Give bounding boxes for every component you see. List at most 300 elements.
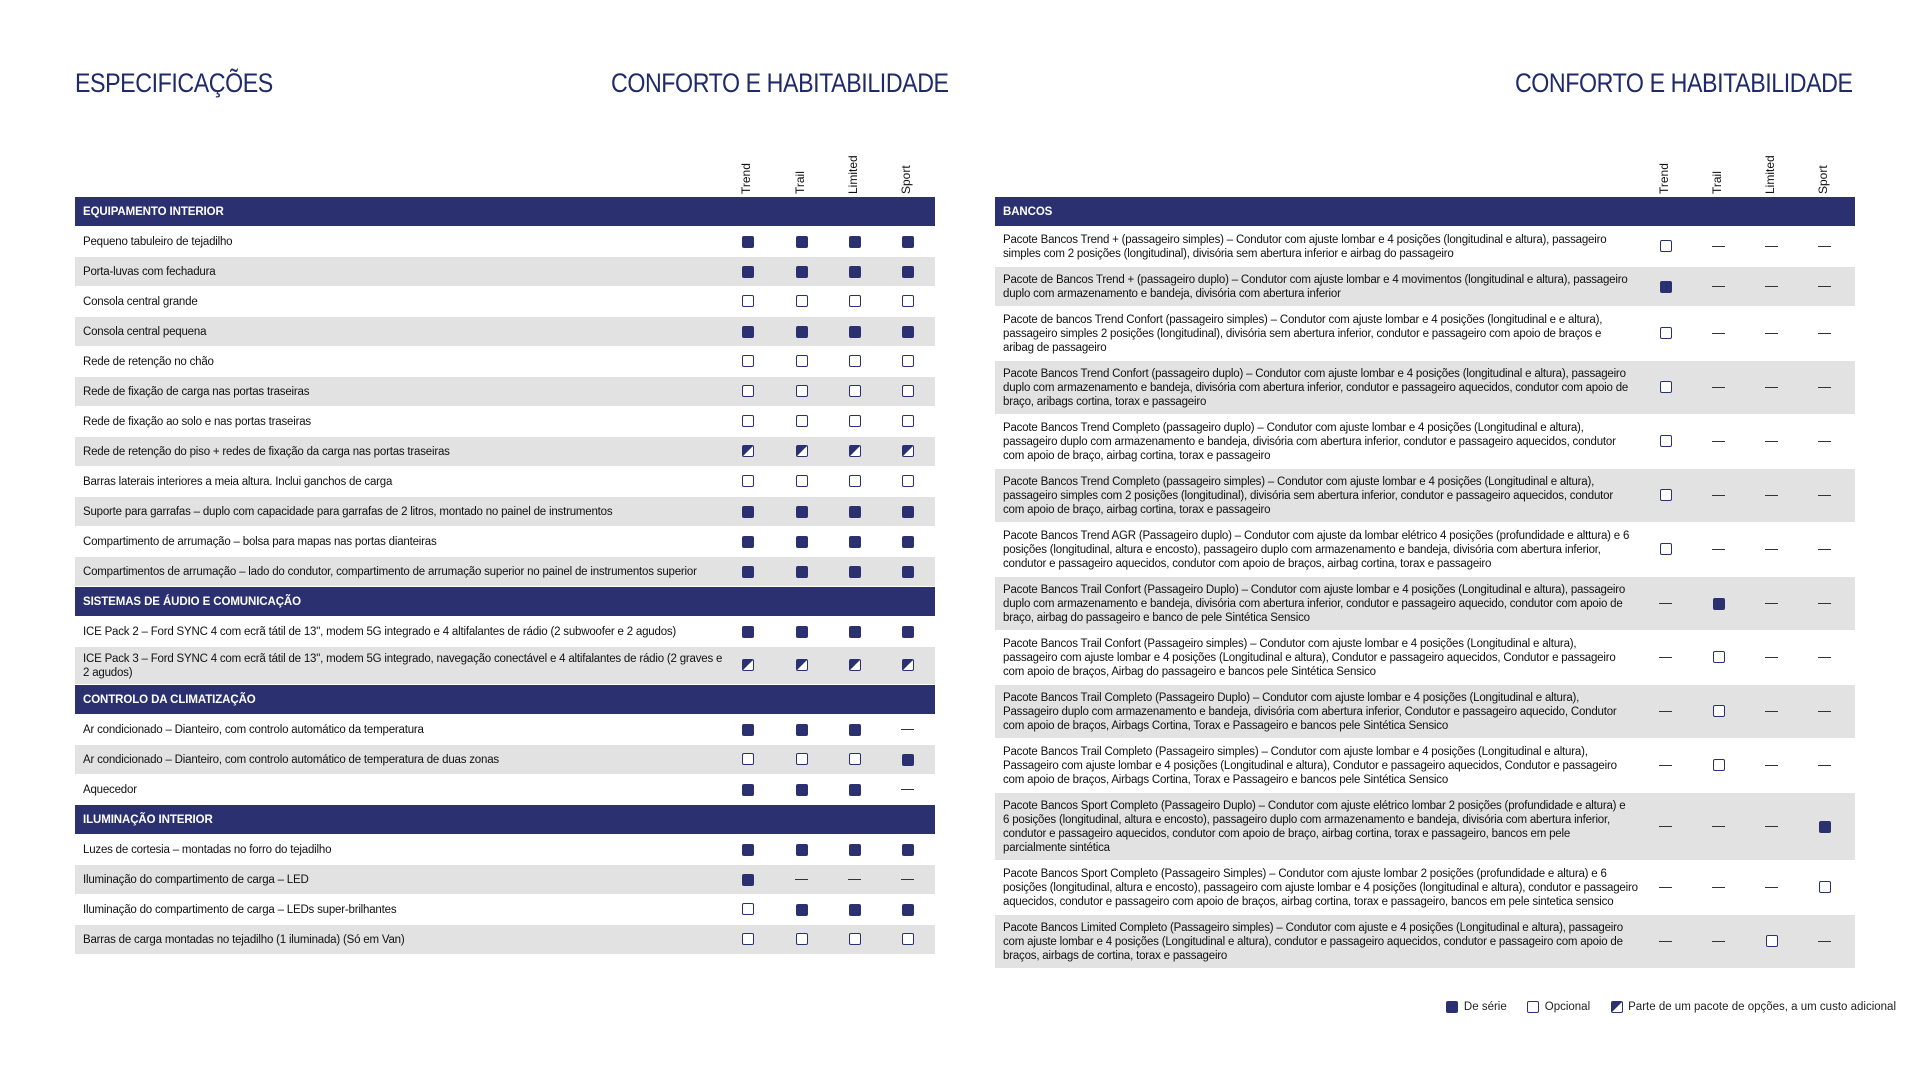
mark-full — [849, 566, 861, 578]
row-label-line: Pacote Bancos Trail Completo (Passageiro simples) – Condutor com ajuste lombar e 4 posições (Longitudinal e altura), — [1003, 745, 1588, 758]
availability-dash-icon — [1818, 489, 1832, 503]
availability-dash-icon — [1712, 935, 1726, 949]
mark-dash — [1818, 286, 1831, 288]
mark-dash — [848, 879, 861, 881]
table-row — [995, 415, 1855, 468]
availability-open-icon — [741, 295, 755, 309]
mark-full — [902, 566, 914, 578]
open-square-icon — [1527, 1001, 1539, 1013]
row-label: Aquecedor — [83, 783, 137, 796]
mark-dash — [1659, 657, 1672, 659]
mark-full — [796, 724, 808, 736]
availability-open-icon — [901, 295, 915, 309]
table-row — [75, 895, 935, 924]
availability-open-icon — [1818, 881, 1832, 895]
availability-full-icon — [848, 535, 862, 549]
availability-dash-icon — [1765, 820, 1779, 834]
mark-full — [849, 536, 861, 548]
mark-dash — [1712, 246, 1725, 248]
row-label-line: braços, airbags de cortina, torax e passageiro — [1003, 949, 1228, 962]
row-label: Iluminação do compartimento de carga – LED — [83, 873, 309, 886]
availability-pack-icon — [901, 445, 915, 459]
availability-open-icon — [1659, 435, 1673, 449]
mark-dash — [1765, 387, 1778, 389]
row-label-line: com apoio de braço, airbag cortina, torax e passageiro — [1003, 449, 1271, 462]
mark-full — [849, 626, 861, 638]
table-row — [75, 287, 935, 316]
row-label — [995, 367, 1628, 409]
availability-pack-icon — [901, 659, 915, 673]
row-label-line: passageiro simples 2 posições (longitudinal), divisória sem abertura inferior, condutor e passageiro com apoio de braços e — [1003, 327, 1602, 340]
table-row — [75, 775, 935, 804]
availability-full-icon — [741, 843, 755, 857]
row-label-line: Pacote Bancos Trend Confort (passageiro duplo) – Condutor com ajuste lombar e 4 posições (longitudinal e altura), passageiro — [1003, 367, 1626, 380]
mark-open — [1660, 489, 1672, 501]
availability-full-icon — [795, 903, 809, 917]
mark-dash — [1765, 603, 1778, 605]
mark-pack — [849, 659, 861, 671]
mark-dash — [1712, 887, 1725, 889]
availability-open-icon — [901, 933, 915, 947]
mark-full — [796, 506, 808, 518]
mark-full — [849, 844, 861, 856]
legend-optional — [1527, 1001, 1590, 1014]
availability-dash-icon — [901, 873, 915, 887]
mark-dash — [1818, 441, 1831, 443]
availability-full-icon — [848, 565, 862, 579]
availability-open-icon — [848, 933, 862, 947]
mark-full — [796, 784, 808, 796]
table-row — [995, 739, 1855, 792]
column-headers — [995, 150, 1855, 194]
mark-full — [902, 844, 914, 856]
availability-pack-icon — [741, 659, 755, 673]
section-title: BANCOS — [1003, 205, 1053, 218]
availability-full-icon — [795, 723, 809, 737]
row-label: Rede de fixação de carga nas portas traseiras — [83, 385, 310, 398]
mark-dash — [795, 879, 808, 881]
row-label — [995, 867, 1638, 909]
row-label: Rede de retenção do piso + redes de fixação da carga nas portas traseiras — [83, 445, 450, 458]
table-row — [75, 227, 935, 256]
availability-open-icon — [795, 355, 809, 369]
row-label-line: Pacote Bancos Trend Completo (passageiro simples) – Condutor com ajuste lombar e 4 posições (Longitudinal e altura), — [1003, 475, 1595, 488]
mark-dash — [1712, 495, 1725, 497]
row-label — [995, 799, 1626, 855]
availability-dash-icon — [1818, 280, 1832, 294]
availability-open-icon — [901, 355, 915, 369]
mark-full — [849, 784, 861, 796]
availability-dash-icon — [1765, 280, 1779, 294]
mark-open — [849, 415, 861, 427]
mark-full — [742, 266, 754, 278]
mark-dash — [1659, 887, 1672, 889]
mark-dash — [1659, 603, 1672, 605]
mark-open — [1766, 935, 1778, 947]
row-label: Suporte para garrafas – duplo com capacidade para garrafas de 2 litros, montado no painel de instrumentos — [83, 505, 613, 518]
row-label-line: passageiro duplo com armazenamento e bandeja, divisória com abertura inferior, condutor e passageiro aquecidos, condutor — [1003, 435, 1616, 448]
availability-full-icon — [795, 265, 809, 279]
availability-dash-icon — [1818, 327, 1832, 341]
mark-open — [902, 475, 914, 487]
mark-dash — [1659, 941, 1672, 943]
page-title-left: ESPECIFICAÇÕES — [75, 68, 273, 98]
mark-full — [849, 236, 861, 248]
availability-open-icon — [848, 355, 862, 369]
table-row — [995, 523, 1855, 576]
mark-full — [796, 844, 808, 856]
mark-full — [902, 236, 914, 248]
mark-dash — [1818, 333, 1831, 335]
mark-full — [902, 754, 914, 766]
mark-open — [849, 295, 861, 307]
availability-full-icon — [795, 783, 809, 797]
row-label-line: duplo com armazenamento e bandeja, divisória com abertura inferior, condutor e passageiro aquecidos, condutor com apoio de — [1003, 381, 1629, 394]
mark-full — [849, 266, 861, 278]
availability-dash-icon — [795, 873, 809, 887]
row-label-line: Pacote Bancos Sport Completo (Passageiro Duplo) – Condutor com ajuste elétrico lombar 2 posições (profundidade e altura) e — [1003, 799, 1626, 812]
availability-full-icon — [901, 505, 915, 519]
mark-full — [1819, 821, 1831, 833]
availability-dash-icon — [1818, 759, 1832, 773]
row-label: Barras de carga montadas no tejadilho (1 iluminada) (Só em Van) — [83, 933, 405, 946]
column-header-label: Limited — [846, 155, 860, 194]
row-label — [995, 691, 1617, 733]
legend-pack — [1610, 1001, 1896, 1014]
legend-standard — [1445, 1000, 1507, 1014]
row-label-line: Passageiro com ajuste lombar e 4 posições (Longitudinal e altura), Condutor e passageiro aquecidos, Condutor e passageiro — [1003, 759, 1617, 772]
availability-open-icon — [1659, 543, 1673, 557]
table-row — [995, 469, 1855, 522]
availability-open-icon — [795, 385, 809, 399]
availability-dash-icon — [1765, 597, 1779, 611]
row-label-line: com apoio de braços, Airbags Cortina, Torax e Passageiro e bancos pele Sintética Sensico — [1003, 773, 1449, 786]
table-row — [75, 835, 935, 864]
availability-full-icon — [741, 325, 755, 339]
row-label-line: posições (longitudinal, altura e encosto), passageiro duplo com armazenamento e bandeja, divisória com abertura inferior, — [1003, 543, 1601, 556]
mark-dash — [1712, 387, 1725, 389]
row-label: Iluminação do compartimento de carga – LEDs super-brilhantes — [83, 903, 397, 916]
section-title-right: CONFORTO E HABITABILIDADE — [1515, 68, 1853, 98]
table-row — [75, 347, 935, 376]
mark-full — [742, 874, 754, 886]
availability-pack-icon — [848, 445, 862, 459]
mark-open — [742, 415, 754, 427]
mark-dash — [1818, 495, 1831, 497]
table-row — [995, 861, 1855, 914]
availability-dash-icon — [1712, 543, 1726, 557]
availability-open-icon — [848, 295, 862, 309]
mark-full — [902, 904, 914, 916]
availability-open-icon — [795, 933, 809, 947]
mark-open — [849, 475, 861, 487]
mark-dash — [1712, 441, 1725, 443]
availability-open-icon — [848, 385, 862, 399]
section-header — [75, 587, 935, 616]
availability-dash-icon — [1765, 881, 1779, 895]
availability-full-icon — [901, 325, 915, 339]
column-header-label: Trail — [1710, 171, 1724, 194]
mark-open — [1713, 705, 1725, 717]
availability-full-icon — [741, 505, 755, 519]
availability-full-icon — [901, 535, 915, 549]
availability-dash-icon — [1659, 935, 1673, 949]
row-label-line: Pacote Bancos Trend Completo (passageiro duplo) – Condutor com ajuste lombar e 4 posições (Longitudinal e altura), — [1003, 421, 1584, 434]
column-header-label: Trail — [793, 171, 807, 194]
availability-full-icon — [901, 565, 915, 579]
row-label-line: Pacote Bancos Trail Confort (Passageiro Duplo) – Condutor com ajuste lombar e 4 posições (Longitudinal e altura), passageiro — [1003, 583, 1626, 596]
mark-full — [742, 566, 754, 578]
availability-full-icon — [795, 235, 809, 249]
row-label-line: braço, aribags cortina, torax e passageiro — [1003, 395, 1207, 408]
row-label: Rede de fixação ao solo e nas portas traseiras — [83, 415, 311, 428]
mark-full — [796, 326, 808, 338]
availability-open-icon — [848, 475, 862, 489]
row-label: Ar condicionado – Dianteiro, com controlo automático de temperatura de duas zonas — [83, 753, 499, 766]
row-label-line: 6 posições (longitudinal, altura e encosto), passageiro duplo com armazenamento e bandeja, divisória com abertura inferior, — [1003, 813, 1610, 826]
mark-full — [796, 236, 808, 248]
mark-pack — [902, 445, 914, 457]
row-label — [995, 529, 1629, 571]
availability-dash-icon — [1765, 489, 1779, 503]
row-label-line: duplo com armazenamento e bandeja, divisória com abertura inferior, condutor e passageiro aquecido, condutor com apoio de — [1003, 597, 1623, 610]
mark-dash — [1712, 286, 1725, 288]
row-label: Ar condicionado – Dianteiro, com controlo automático da temperatura — [83, 723, 424, 736]
legend-pack-label: Parte de um pacote de opções, a um custo adicional — [1628, 1001, 1896, 1013]
row-label-line: Pacote Bancos Trend AGR (Passageiro duplo) – Condutor com ajuste da lombar elétrico 4 posições (profundidade e alttura) e 6 — [1003, 529, 1630, 542]
row-label: Porta-luvas com fechadura — [83, 265, 216, 278]
row-label-line: Pacote de bancos Trend Confort (passageiro simples) – Condutor com ajuste lombar e 4 posições (longitudinal e e altura), — [1003, 313, 1603, 326]
availability-pack-icon — [848, 659, 862, 673]
section-header — [75, 805, 935, 834]
row-label-line: com apoio de braços, Airbag do passageiro e bancos pele Sintética Sensico — [1003, 665, 1376, 678]
availability-open-icon — [795, 475, 809, 489]
mark-pack — [796, 659, 808, 671]
availability-dash-icon — [1818, 705, 1832, 719]
mark-full — [902, 506, 914, 518]
row-label — [995, 583, 1625, 625]
availability-dash-icon — [1659, 759, 1673, 773]
mark-dash — [1818, 765, 1831, 767]
row-label-line: braço, airbag do passageiro e banco de pele Sintética Sensico — [1003, 611, 1310, 624]
availability-open-icon — [741, 903, 755, 917]
table-row — [75, 617, 935, 646]
availability-dash-icon — [1818, 935, 1832, 949]
row-label — [995, 233, 1606, 261]
availability-full-icon — [1659, 280, 1673, 294]
mark-dash — [1765, 549, 1778, 551]
availability-full-icon — [795, 625, 809, 639]
availability-dash-icon — [1712, 881, 1726, 895]
availability-open-icon — [741, 933, 755, 947]
table-row — [995, 361, 1855, 414]
availability-full-icon — [795, 843, 809, 857]
mark-full — [849, 724, 861, 736]
table-row — [75, 557, 935, 586]
table-row — [995, 577, 1855, 630]
mark-open — [796, 933, 808, 945]
availability-dash-icon — [848, 873, 862, 887]
availability-dash-icon — [1818, 435, 1832, 449]
availability-full-icon — [1712, 597, 1726, 611]
availability-full-icon — [848, 265, 862, 279]
section-title: ILUMINAÇÃO INTERIOR — [83, 813, 213, 826]
availability-full-icon — [848, 843, 862, 857]
mark-full — [902, 536, 914, 548]
mark-open — [796, 355, 808, 367]
table-row — [75, 317, 935, 346]
mark-open — [849, 933, 861, 945]
availability-dash-icon — [1765, 543, 1779, 557]
mark-full — [742, 724, 754, 736]
availability-dash-icon — [1659, 597, 1673, 611]
availability-open-icon — [1659, 489, 1673, 503]
table-row — [75, 925, 935, 954]
mark-open — [1660, 543, 1672, 555]
mark-open — [796, 753, 808, 765]
column-header-label: Trend — [1657, 163, 1671, 194]
mark-full — [742, 326, 754, 338]
table-row — [75, 647, 935, 684]
availability-dash-icon — [1712, 327, 1726, 341]
row-label-line: passageiro simples com 2 posições (longitudinal), divisória sem abertura inferior, condutor e passageiro aquecidos, condutor — [1003, 489, 1613, 502]
mark-full — [742, 506, 754, 518]
table-row — [75, 467, 935, 496]
availability-open-icon — [1712, 651, 1726, 665]
row-label: Pequeno tabuleiro de tejadilho — [83, 235, 233, 248]
mark-open — [902, 933, 914, 945]
availability-dash-icon — [1765, 651, 1779, 665]
availability-full-icon — [848, 723, 862, 737]
mark-full — [742, 844, 754, 856]
mark-dash — [1818, 246, 1831, 248]
row-label-line: aribag de passageiro — [1003, 341, 1107, 354]
availability-pack-icon — [795, 445, 809, 459]
table-row — [995, 267, 1855, 306]
section-title-left: CONFORTO E HABITABILIDADE — [611, 68, 949, 98]
availability-open-icon — [1712, 759, 1726, 773]
availability-dash-icon — [901, 723, 915, 737]
row-label — [995, 273, 1628, 301]
mark-dash — [1818, 549, 1831, 551]
mark-open — [742, 933, 754, 945]
table-row — [75, 865, 935, 894]
column-header-label: Sport — [899, 165, 913, 194]
availability-dash-icon — [1712, 240, 1726, 254]
availability-full-icon — [901, 265, 915, 279]
row-label-line: com apoio de braço, airbag cortina, torax e passageiro — [1003, 503, 1271, 516]
availability-full-icon — [795, 565, 809, 579]
section-header — [995, 197, 1855, 226]
mark-open — [796, 475, 808, 487]
availability-dash-icon — [1818, 597, 1832, 611]
table-row — [995, 307, 1855, 360]
availability-open-icon — [901, 415, 915, 429]
availability-dash-icon — [1765, 435, 1779, 449]
row-label-line: duplo com armazenamento e bandeja, divisória com abertura inferior — [1003, 287, 1341, 300]
mark-open — [1660, 435, 1672, 447]
mark-pack — [742, 659, 754, 671]
mark-dash — [1659, 826, 1672, 828]
availability-full-icon — [848, 783, 862, 797]
table-row — [75, 437, 935, 466]
availability-open-icon — [1659, 381, 1673, 395]
mark-dash — [1765, 657, 1778, 659]
column-header-label: Limited — [1763, 155, 1777, 194]
mark-dash — [1765, 765, 1778, 767]
availability-full-icon — [741, 535, 755, 549]
availability-full-icon — [901, 843, 915, 857]
availability-dash-icon — [1712, 435, 1726, 449]
availability-pack-icon — [795, 659, 809, 673]
mark-open — [796, 415, 808, 427]
availability-full-icon — [741, 723, 755, 737]
availability-full-icon — [741, 783, 755, 797]
mark-open — [902, 295, 914, 307]
availability-full-icon — [741, 565, 755, 579]
row-label: ICE Pack 2 – Ford SYNC 4 com ecrã tátil de 13", modem 5G integrado e 4 altifalantes de rádio (2 subwoofer e 2 agudos) — [83, 625, 677, 638]
mark-dash — [1818, 603, 1831, 605]
mark-dash — [1818, 387, 1831, 389]
mark-dash — [1659, 765, 1672, 767]
row-label: ICE Pack 3 – Ford SYNC 4 com ecrã tátil de 13", modem 5G integrado, navegação conectável e 4 altifalantes de rádio (2 graves e 2 agudos) — [83, 652, 723, 679]
row-label-line: simples com 2 posições (longitudinal), divisória sem abertura inferior e airbag do passageiro — [1003, 247, 1454, 260]
table-row — [75, 497, 935, 526]
table-row — [995, 631, 1855, 684]
section-title: EQUIPAMENTO INTERIOR — [83, 205, 224, 218]
availability-dash-icon — [1712, 381, 1726, 395]
column-header-label: Sport — [1816, 165, 1830, 194]
row-label-line: com ajuste lombar e 4 posições (Longitudinal e altura), condutor e passageiro aquecidos, condutor e passageiro com apoio de — [1003, 935, 1623, 948]
mark-open — [742, 295, 754, 307]
table-row — [995, 915, 1855, 968]
availability-open-icon — [795, 415, 809, 429]
row-label-line: posições (longitudinal, altura e encosto), passageiro com ajuste lombar e 4 posições (longitudinal e altura), condutor e passageiro — [1003, 881, 1638, 894]
availability-full-icon — [848, 235, 862, 249]
availability-dash-icon — [1712, 489, 1726, 503]
mark-open — [902, 385, 914, 397]
row-label — [995, 745, 1617, 787]
mark-dash — [1765, 333, 1778, 335]
legend-standard-label: De série — [1463, 1001, 1507, 1013]
mark-full — [849, 506, 861, 518]
row-label: Rede de retenção no chão — [83, 355, 214, 368]
availability-open-icon — [1659, 327, 1673, 341]
mark-open — [742, 903, 754, 915]
mark-open — [742, 475, 754, 487]
availability-dash-icon — [1712, 820, 1726, 834]
mark-dash — [1712, 549, 1725, 551]
mark-dash — [1765, 495, 1778, 497]
mark-dash — [1765, 887, 1778, 889]
mark-full — [849, 904, 861, 916]
mark-dash — [1765, 246, 1778, 248]
row-label-line: Pacote Bancos Limited Completo (Passageiro simples) – Condutor com ajuste e 4 posições (Longitudinal e altura), passageiro — [1003, 921, 1623, 934]
availability-dash-icon — [901, 783, 915, 797]
half-filled-square-icon — [1611, 1001, 1623, 1013]
availability-dash-icon — [1765, 327, 1779, 341]
availability-full-icon — [1818, 820, 1832, 834]
mark-open — [849, 385, 861, 397]
mark-full — [742, 784, 754, 796]
mark-open — [849, 753, 861, 765]
availability-full-icon — [741, 873, 755, 887]
table-row — [75, 257, 935, 286]
row-label-line: aquecidos, condutor e passageiro com apoio de braços, airbag cortina, torax e passageiro, bancos em pele sintetica sensico — [1003, 895, 1614, 908]
mark-full — [742, 626, 754, 638]
column-header-label: Trend — [739, 163, 753, 194]
availability-open-icon — [741, 415, 755, 429]
